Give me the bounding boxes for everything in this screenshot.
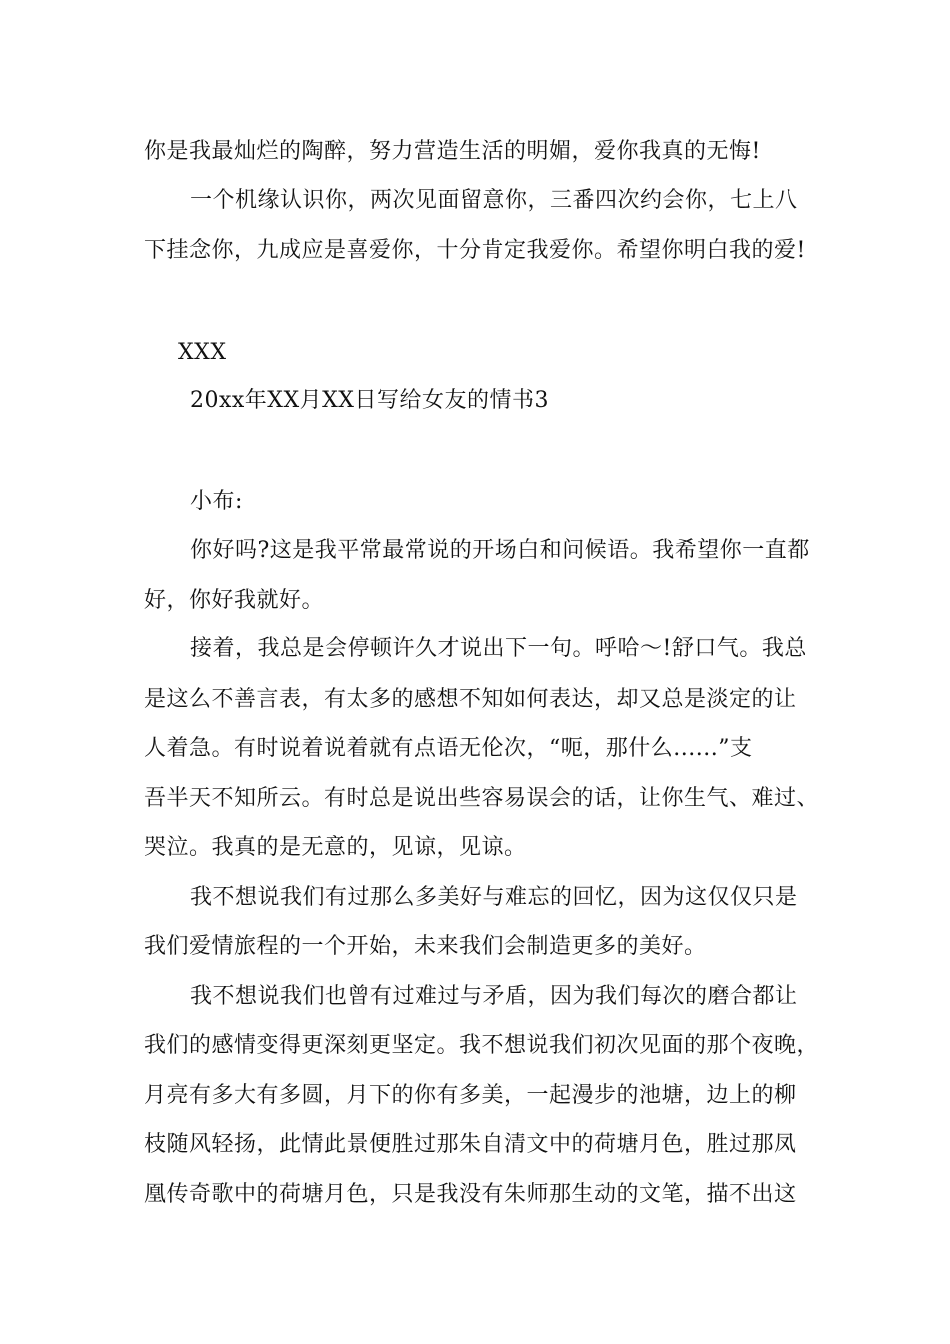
paragraph-line: 月亮有多大有多圆，月下的你有多美，一起漫步的池塘，边上的柳 (144, 1083, 797, 1108)
signature: XXX (178, 340, 227, 365)
paragraph-line: 枝随风轻扬，此情此景便胜过那朱自清文中的荷塘月色，胜过那凤 (144, 1132, 797, 1157)
paragraph-line: 好，你好我就好。 (144, 588, 325, 613)
paragraph-line: 是这么不善言表，有太多的感想不知如何表达，却又总是淡定的让 (144, 687, 797, 712)
paragraph-line: 我不想说我们有过那么多美好与难忘的回忆，因为这仅仅只是 (190, 885, 798, 910)
paragraph-line: 吾半天不知所云。有时总是说出些容易误会的话，让你生气、难过、 (144, 786, 820, 811)
paragraph-line: 下挂念你，九成应是喜爱你，十分肯定我爱你。希望你明白我的爱! (144, 238, 806, 263)
paragraph-line: 你好吗?这是我平常最常说的开场白和问候语。我希望你一直都 (190, 538, 810, 563)
paragraph-line: 接着，我总是会停顿许久才说出下一句。呼哈～!舒口气。我总 (190, 636, 807, 661)
paragraph-line: 凰传奇歌中的荷塘月色，只是我没有朱师那生动的文笔，描不出这 (144, 1182, 797, 1207)
paragraph-line: 我们爱情旅程的一个开始，未来我们会制造更多的美好。 (144, 934, 707, 959)
paragraph-line: 我们的感情变得更深刻更坚定。我不想说我们初次见面的那个夜晚， (144, 1033, 820, 1058)
paragraph-line: 人着急。有时说着说着就有点语无伦次，“呃，那什么......”支 (144, 736, 753, 761)
paragraph-line: 一个机缘认识你，两次见面留意你，三番四次约会你，七上八 (190, 188, 798, 213)
paragraph-line: 你是我最灿烂的陶醉，努力营造生活的明媚，爱你我真的无悔! (144, 139, 761, 164)
paragraph-line: 哭泣。我真的是无意的，见谅，见谅。 (144, 835, 527, 860)
salutation: 小布: (190, 489, 243, 514)
section-title: 20xx年XX月XX日写给女友的情书3 (190, 388, 549, 413)
paragraph-line: 我不想说我们也曾有过难过与矛盾，因为我们每次的磨合都让 (190, 984, 798, 1009)
